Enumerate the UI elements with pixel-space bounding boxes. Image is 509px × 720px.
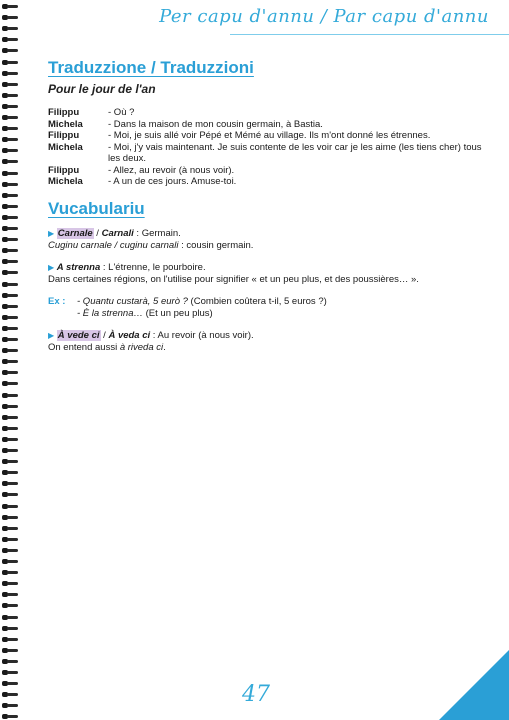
example-corsican: - Quantu custarà, 5 eurò ? [77, 296, 188, 307]
spiral-ring [2, 504, 18, 509]
dialogue [48, 107, 488, 188]
separator: / [100, 330, 109, 341]
dialogue-line [48, 107, 488, 119]
example-block [48, 296, 488, 319]
dialogue-line [48, 130, 488, 142]
line-text: - A un de ces jours. Amuse-toi. [108, 176, 237, 187]
spiral-ring [2, 426, 18, 431]
spiral-ring [2, 248, 18, 253]
page-number: 47 [242, 682, 270, 707]
entry-strenna [48, 262, 488, 274]
spiral-ring [2, 659, 18, 664]
spiral-ring [2, 370, 18, 375]
bullet-triangle-icon: ▶ [48, 331, 55, 340]
line-text: - Allez, au revoir (à nous voir). [108, 164, 235, 176]
spiral-ring [2, 282, 18, 287]
corner-decoration [439, 650, 509, 720]
spiral-ring [2, 692, 18, 697]
spiral-ring [2, 537, 18, 542]
spiral-ring [2, 60, 18, 65]
spiral-ring [2, 15, 18, 20]
spiral-ring [2, 226, 18, 231]
strenna-note: Dans certaines régions, on l'utilise pour signifier « et un peu plus, et des poussières… ». [48, 273, 419, 285]
spiral-ring [2, 681, 18, 686]
spiral-ring [2, 603, 18, 608]
traduzione-subtitle: Pour le jour de l'an [48, 82, 156, 96]
line-text: - Dans la maison de mon cousin germain, à Bastia. [108, 118, 323, 130]
spiral-ring [2, 615, 18, 620]
spiral-ring [2, 26, 18, 31]
spiral-ring [2, 293, 18, 298]
spiral-ring [2, 670, 18, 675]
separator: / [93, 228, 102, 239]
spiral-ring [2, 137, 18, 142]
example-label: Ex : [48, 296, 66, 307]
bullet-triangle-icon: ▶ [48, 263, 55, 272]
spiral-ring [2, 115, 18, 120]
spiral-ring [2, 37, 18, 42]
entry-avede [48, 330, 488, 342]
spiral-ring [2, 448, 18, 453]
speaker: Filippu [48, 130, 80, 141]
spiral-ring [2, 104, 18, 109]
speaker: Filippu [48, 164, 80, 176]
spiral-ring [2, 337, 18, 342]
term: Carnali [101, 228, 134, 239]
spiral-ring [2, 559, 18, 564]
spiral-ring [2, 193, 18, 198]
line-text: - Où ? [108, 107, 135, 118]
definition: : Au revoir (à nous voir). [150, 330, 254, 341]
term-highlight: À vede ci [57, 330, 100, 341]
spiral-ring [2, 437, 18, 442]
vucabulariu-title: Vucabulariu [48, 199, 145, 218]
dialogue-line [48, 165, 488, 177]
spiral-ring [2, 4, 18, 9]
spiral-ring [2, 393, 18, 398]
definition: : L'étrenne, le pourboire. [100, 262, 206, 273]
example-corsican: - È la strenna… [77, 307, 143, 319]
note-end: . [163, 341, 166, 353]
spiral-binding [0, 0, 22, 720]
term: À veda ci [108, 330, 151, 341]
speaker: Michela [48, 118, 83, 130]
spiral-ring [2, 326, 18, 331]
spiral-ring [2, 492, 18, 497]
term-highlight: Carnale [57, 228, 93, 239]
avede-note [48, 342, 488, 354]
header-rule [230, 34, 509, 35]
example-line [77, 308, 488, 320]
spiral-ring [2, 548, 18, 553]
spiral-ring [2, 148, 18, 153]
spiral-ring [2, 48, 18, 53]
spiral-ring [2, 648, 18, 653]
spiral-ring [2, 159, 18, 164]
spiral-ring [2, 459, 18, 464]
spiral-ring [2, 404, 18, 409]
spiral-ring [2, 171, 18, 176]
spiral-ring [2, 315, 18, 320]
definition: : cousin germain. [178, 239, 254, 251]
spiral-ring [2, 581, 18, 586]
spiral-ring [2, 703, 18, 708]
spiral-ring [2, 237, 18, 242]
spiral-ring [2, 592, 18, 597]
line-text: - Moi, je suis allé voir Pépé et Mémé au village. Ils m'ont donné les étrennes. [108, 130, 431, 141]
term: A strenna [56, 262, 101, 273]
entry-carnale [48, 228, 488, 240]
spiral-ring [2, 71, 18, 76]
spiral-ring [2, 714, 18, 719]
spiral-ring [2, 270, 18, 275]
note-text: On entend aussi [48, 341, 120, 353]
dialogue-line [48, 119, 488, 131]
spiral-ring [2, 82, 18, 87]
spiral-ring [2, 526, 18, 531]
spiral-ring [2, 215, 18, 220]
spiral-ring [2, 637, 18, 642]
spiral-ring [2, 359, 18, 364]
spiral-ring [2, 415, 18, 420]
spiral-ring [2, 204, 18, 209]
spiral-ring [2, 182, 18, 187]
spiral-ring [2, 259, 18, 264]
dialogue-line [48, 142, 488, 165]
dialogue-line [48, 176, 488, 188]
entry-cuginu [48, 240, 488, 252]
spiral-ring [2, 93, 18, 98]
spiral-ring [2, 470, 18, 475]
example-line [77, 296, 488, 308]
vocabulary-list [48, 228, 488, 353]
line-text: - Moi, j'y vais maintenant. Je suis contente de les voir car je les aime (les tiens cher) tous les deux. [108, 141, 482, 164]
running-header: Per capu d'annu / Par capu d'annu [159, 6, 489, 27]
spiral-ring [2, 626, 18, 631]
speaker: Michela [48, 141, 83, 153]
spiral-ring [2, 515, 18, 520]
example-french: (Combien coûtera t-il, 5 euros ?) [187, 296, 327, 307]
definition: : Germain. [133, 228, 181, 239]
term: Cuginu carnale / cuginu carnali [48, 239, 179, 251]
spiral-ring [2, 348, 18, 353]
spiral-ring [2, 381, 18, 386]
spiral-ring [2, 304, 18, 309]
spiral-ring [2, 481, 18, 486]
note-term: à riveda ci [119, 341, 164, 353]
example-french: (Et un peu plus) [143, 307, 213, 319]
speaker: Filippu [48, 107, 80, 118]
speaker: Michela [48, 176, 83, 187]
spiral-ring [2, 126, 18, 131]
bullet-triangle-icon: ▶ [48, 229, 55, 238]
spiral-ring [2, 570, 18, 575]
traduzione-title: Traduzzione / Traduzzioni [48, 58, 254, 77]
